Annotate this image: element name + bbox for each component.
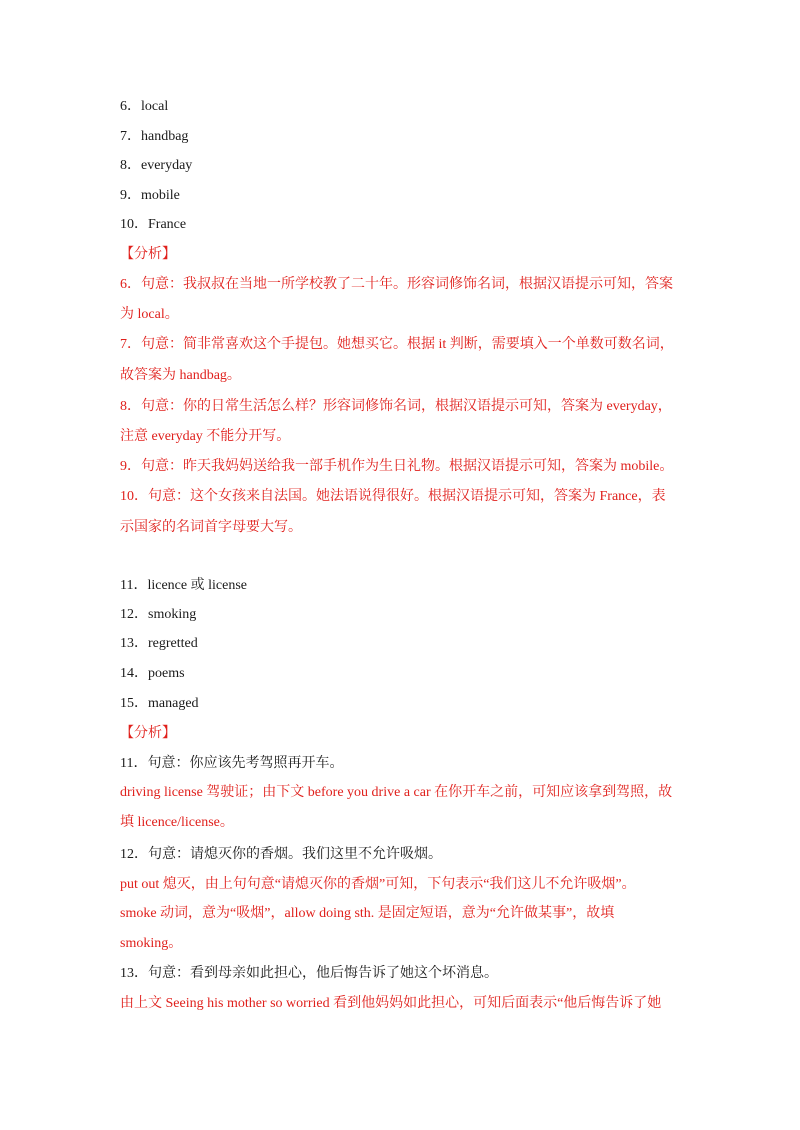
analysis-header-2: 【分析】: [120, 726, 176, 741]
analysis-line: 故答案为 handbag。: [120, 368, 241, 383]
analysis-line: 6．句意：我叔叔在当地一所学校教了二十年。形容词修饰名词，根据汉语提示可知，答案: [120, 277, 673, 292]
analysis-line: driving license 驾驶证；由下文 before you drive a car 在你开车之前，可知应该拿到驾照，故: [120, 785, 673, 800]
answer-8: 8．everyday: [120, 158, 193, 173]
answer-15: 15．managed: [120, 696, 199, 711]
analysis-line: smoke 动词，意为“吸烟”，allow doing sth. 是固定短语，意为“允许做某事”，故填: [120, 906, 615, 921]
analysis-line: 7．句意：简非常喜欢这个手提包。她想买它。根据 it 判断，需要填入一个单数可数名词，: [120, 337, 674, 352]
analysis-line: 10．句意：这个女孩来自法国。她法语说得很好。根据汉语提示可知，答案为 France，表: [120, 489, 666, 504]
answer-10: 10．France: [120, 217, 187, 232]
analysis-line: 为 local。: [120, 307, 179, 322]
analysis-header-1: 【分析】: [120, 247, 176, 262]
analysis-line: 12．句意：请熄灭你的香烟。我们这里不允许吸烟。: [120, 847, 442, 862]
analysis-line: 注意 everyday 不能分开写。: [120, 429, 291, 444]
answer-9: 9．mobile: [120, 188, 180, 203]
answer-14: 14．poems: [120, 666, 185, 681]
answer-6: 6．local: [120, 99, 169, 114]
analysis-line: smoking。: [120, 936, 183, 951]
answer-11: 11．licence 或 license: [120, 578, 247, 593]
analysis-line: 8．句意：你的日常生活怎么样？形容词修饰名词，根据汉语提示可知，答案为 everyday，: [120, 399, 672, 414]
answer-7: 7．handbag: [120, 129, 189, 144]
answer-13: 13．regretted: [120, 636, 198, 651]
analysis-line: put out 熄灭，由上句句意“请熄灭你的香烟”可知，下句表示“我们这儿不允许吸烟”。: [120, 877, 636, 892]
analysis-line: 填 licence/license。: [120, 815, 234, 830]
analysis-line: 示国家的名词首字母要大写。: [120, 520, 302, 535]
answer-12: 12．smoking: [120, 607, 197, 622]
analysis-line: 11．句意：你应该先考驾照再开车。: [120, 756, 344, 771]
analysis-line: 13．句意：看到母亲如此担心，他后悔告诉了她这个坏消息。: [120, 966, 498, 981]
analysis-line: 9．句意：昨天我妈妈送给我一部手机作为生日礼物。根据汉语提示可知，答案为 mobile。: [120, 459, 674, 474]
analysis-line: 由上文 Seeing his mother so worried 看到他妈妈如此担心，可知后面表示“他后悔告诉了她: [120, 996, 662, 1011]
